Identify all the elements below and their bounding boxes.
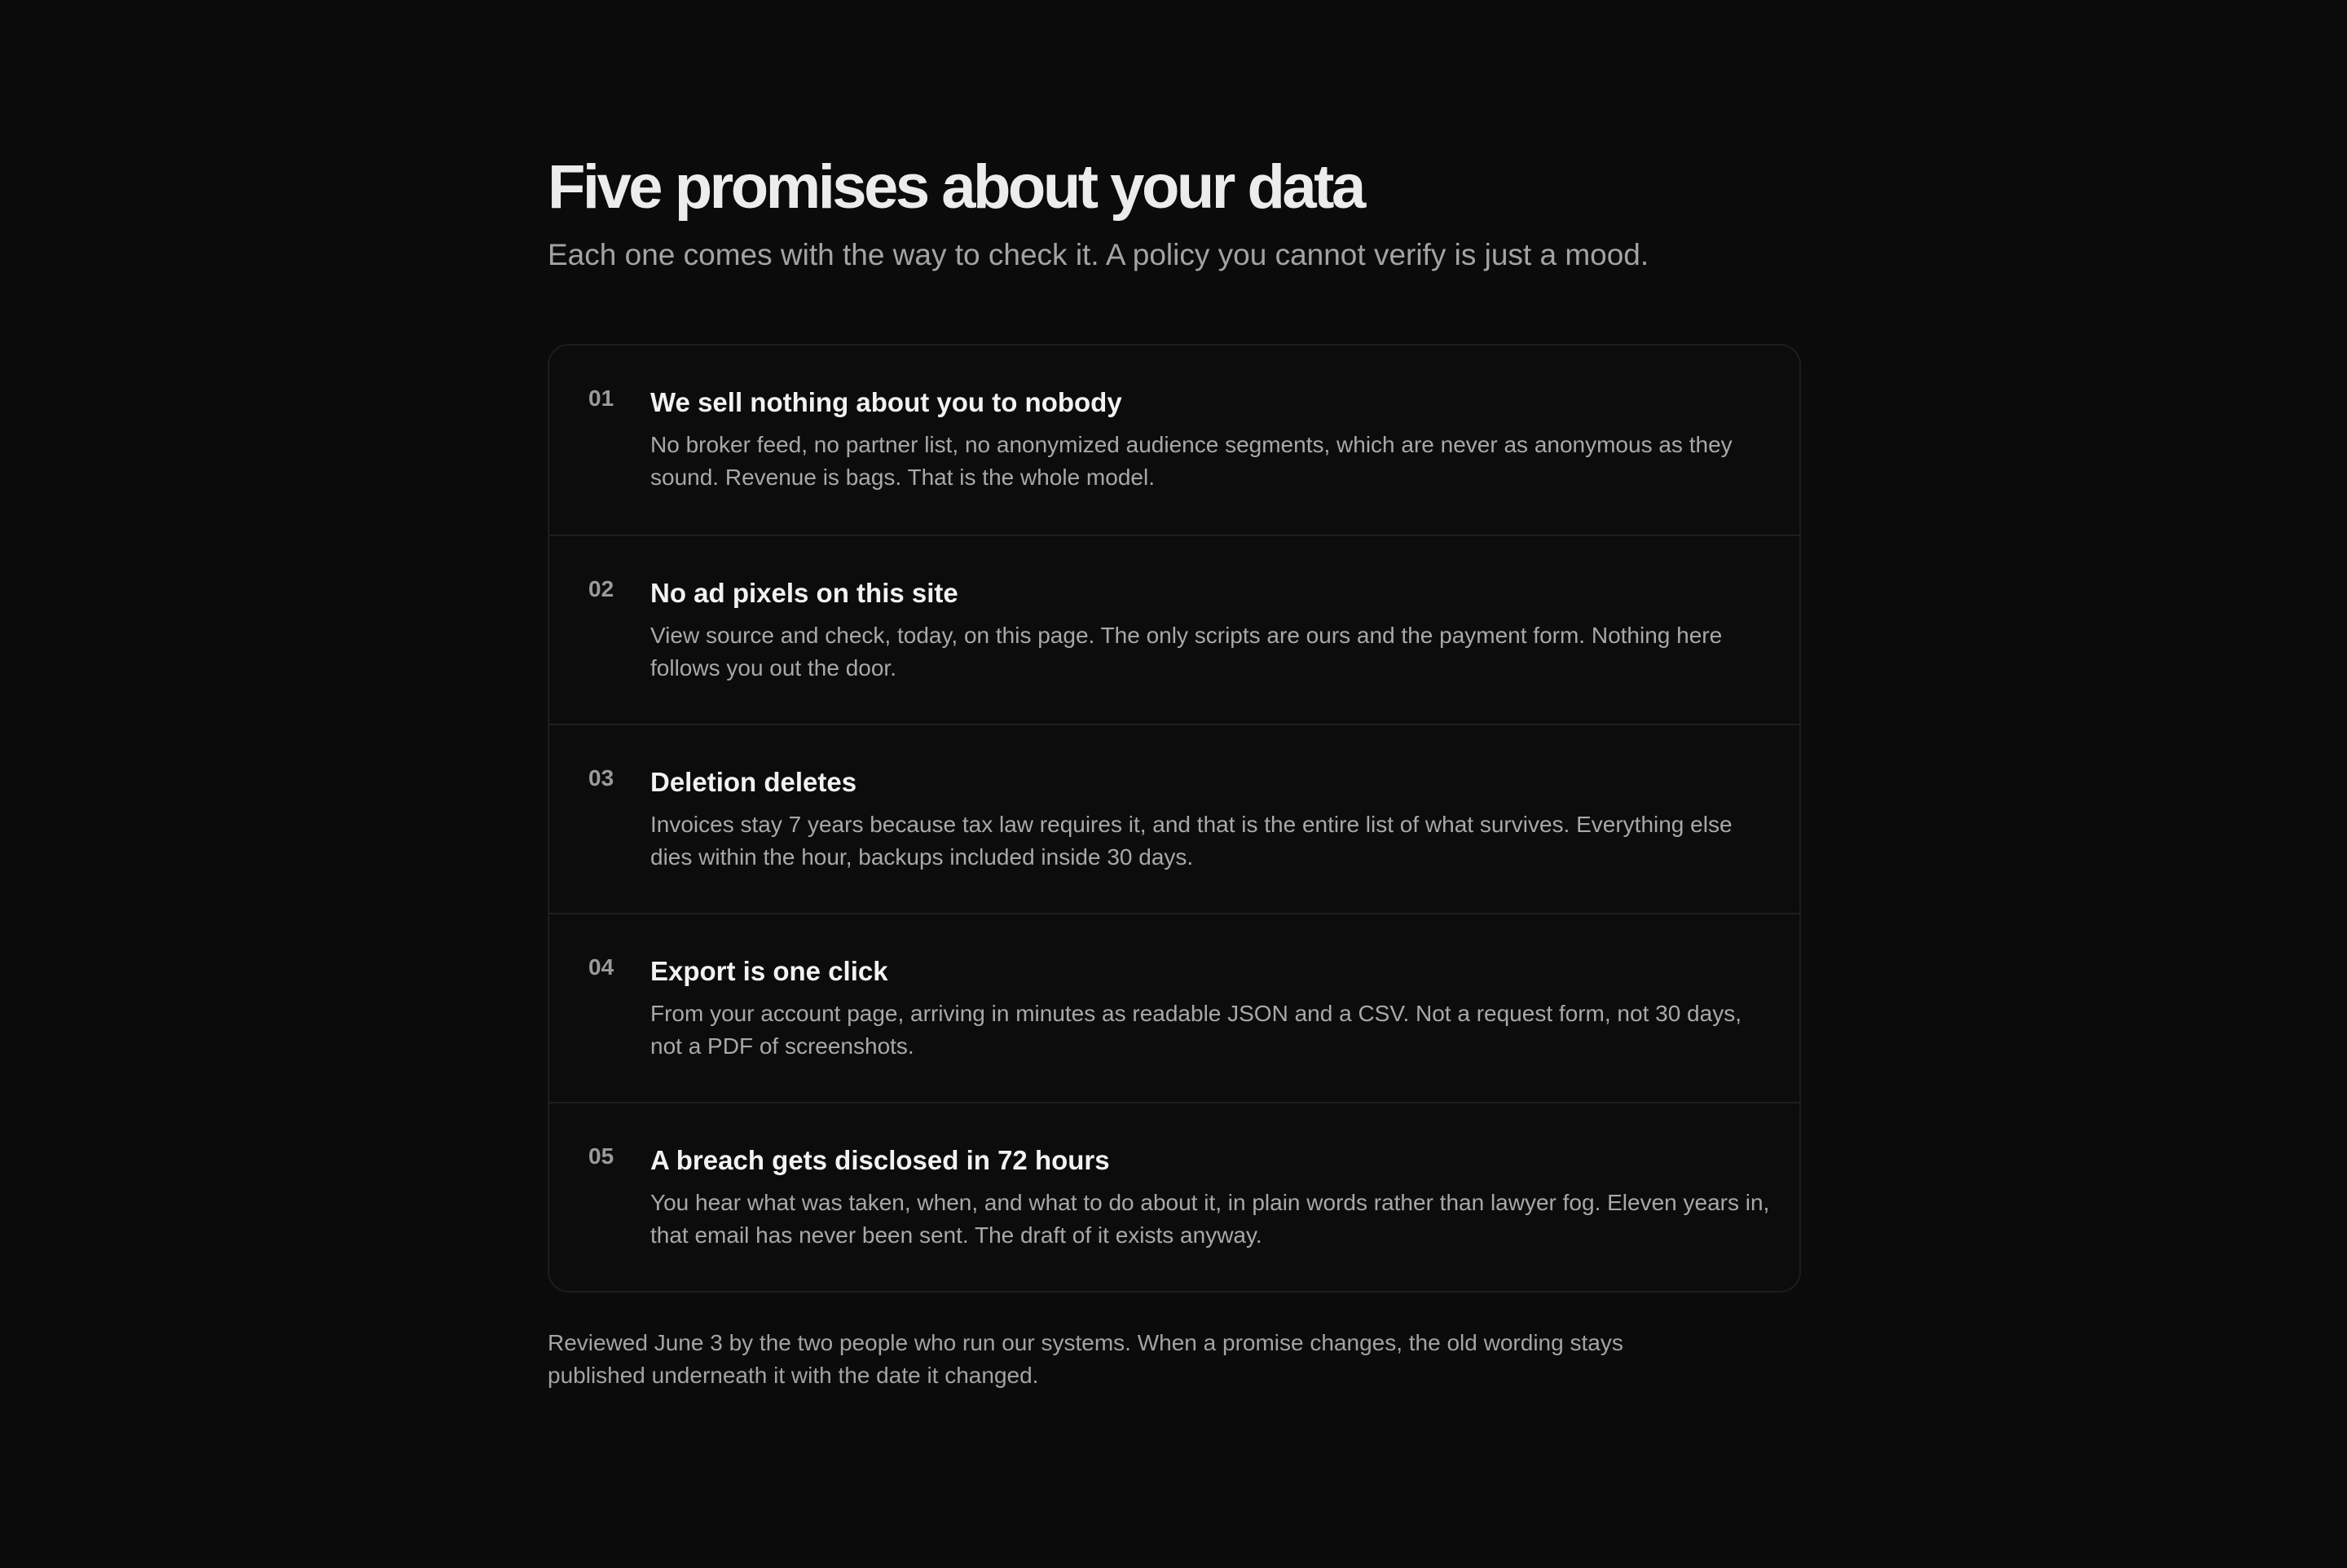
promise-number: 01 xyxy=(588,385,614,411)
promise-item xyxy=(549,724,1799,913)
promise-description: Invoices stay 7 years because tax law requires it, and that is the entire list of what survives. Everything else dies within the hour, backups included inside 30 days. xyxy=(650,812,1733,870)
promise-list xyxy=(548,344,1801,1293)
promise-title: Export is one click xyxy=(650,956,888,986)
promise-item xyxy=(549,1102,1799,1291)
promise-description: You hear what was taken, when, and what to do about it, in plain words rather than lawyer fog. Eleven years in, that email has never been sent. The draft of it exists anyway. xyxy=(650,1190,1770,1248)
page-subtitle: Each one comes with the way to check it. A policy you cannot verify is just a mood. xyxy=(548,238,1649,271)
promise-item xyxy=(549,535,1799,724)
promise-description: From your account page, arriving in minutes as readable JSON and a CSV. Not a request form, not 30 days, not a PDF of screenshots. xyxy=(650,1001,1742,1059)
promises-section xyxy=(548,153,1799,1392)
promise-number: 02 xyxy=(588,576,614,601)
promise-title: We sell nothing about you to nobody xyxy=(650,387,1122,417)
promise-item xyxy=(549,346,1799,535)
promise-number: 04 xyxy=(588,954,614,980)
promise-number: 03 xyxy=(588,765,614,791)
promise-title: No ad pixels on this site xyxy=(650,578,958,608)
page-title: Five promises about your data xyxy=(548,152,1363,222)
promise-item xyxy=(549,913,1799,1102)
review-note: Reviewed June 3 by the two people who run our systems. When a promise changes, the old wording stays published underneath it with the date it changed. xyxy=(548,1330,1623,1388)
promise-title: A breach gets disclosed in 72 hours xyxy=(650,1145,1110,1175)
promise-description: No broker feed, no partner list, no anonymized audience segments, which are never as anonymous as they sound. Revenue is bags. That is the whole model. xyxy=(650,432,1733,490)
promise-description: View source and check, today, on this page. The only scripts are ours and the payment form. Nothing here follows you out the door. xyxy=(650,623,1723,680)
promise-title: Deletion deletes xyxy=(650,767,857,797)
promise-number: 05 xyxy=(588,1143,614,1169)
